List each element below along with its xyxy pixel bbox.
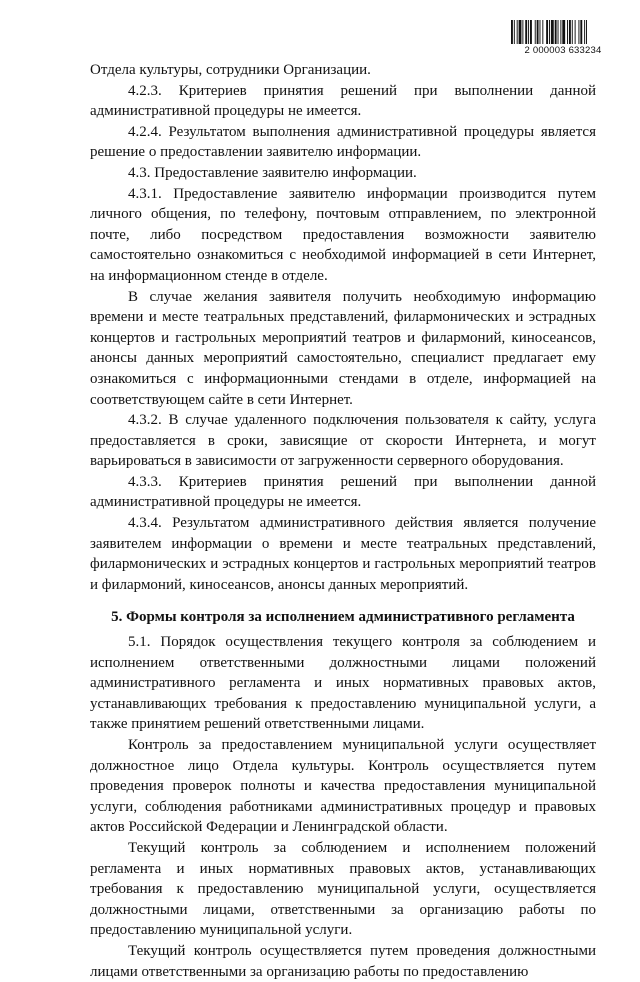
paragraph-5-1: 5.1. Порядок осуществления текущего контроля за соблюдением и исполнением ответственными должностными лицами положений административного регламента и иных нормативных правовых актов, устанавливающих требования к предоставлению муниципальной услуги, а также принятием решений ответственными лицами. [90, 634, 596, 733]
paragraph-4-3-1: 4.3.1. Предоставление заявителю информации производится путем личного общения, по телефону, почтовым отправлением, по электронной почте, либо посредством предоставления возможности заявителю самостоятельно ознакомиться с необходимой информацией в сети Интернет, на информационном стенде в отделе. [90, 185, 596, 284]
paragraph-4-3-2: 4.3.2. В случае удаленного подключения пользователя к сайту, услуга предоставляется в сроки, зависящие от скорости Интернета, и могут варьироваться в зависимости от загруженности серверного оборудования. [90, 412, 596, 470]
paragraph-4-2-3: 4.2.3. Критериев принятия решений при выполнении данной административной процедуры не имеется. [90, 82, 596, 120]
document-body [90, 60, 596, 982]
paragraph-4-3-4: 4.3.4. Результатом административного действия является получение заявителем информации о времени и месте театральных представлений, филармонических и эстрадных концертов и гастрольных мероприятий театров и филармоний, киносеансов, анонсы данных мероприятий. [90, 515, 596, 593]
barcode-number: 2 000003 633234 [524, 45, 602, 56]
barcode-bars [511, 20, 615, 44]
paragraph-continuation: Отдела культуры, сотрудники Организации. [90, 62, 371, 78]
paragraph-4-3-3: 4.3.3. Критериев принятия решений при выполнении данной административной процедуры не имеется. [90, 473, 596, 511]
paragraph-4-3-1-cont: В случае желания заявителя получить необходимую информацию времени и месте театральных представлений, филармонических и эстрадных концертов и гастрольных мероприятий театров и филармоний, киносеансов, анонсы данных мероприятий самостоятельно, специалист предлагает ему ознакомиться с информационными стендами в отделе, информацией на соответствующем сайте в сети Интернет. [90, 288, 596, 408]
paragraph-5-1-control: Контроль за предоставлением муниципальной услуги осуществляет должностное лицо Отдела культуры. Контроль осуществляется путем проведения проверок полноты и качества предоставления муниципальной услуги, соблюдения работниками административных процедур и правовых актов Российской Федерации и Ленинградской области. [90, 737, 596, 836]
paragraph-5-1-current-control-2: Текущий контроль осуществляется путем проведения должностными лицами ответственными за организацию работы по предоставлению [90, 942, 596, 980]
section-5-heading: 5. Формы контроля за исполнением административного регламента [111, 609, 575, 626]
paragraph-4-2-4: 4.2.4. Результатом выполнения административной процедуры является решение о предоставлении заявителю информации. [90, 123, 596, 161]
barcode [511, 20, 615, 58]
paragraph-5-1-current-control: Текущий контроль за соблюдением и исполнением положений регламента и иных нормативных правовых актов, устанавливающих требования к предоставлению муниципальной услуги, осуществляется должностными лицами, ответственными за организацию работы по предоставлению муниципальной услуги. [90, 839, 596, 939]
paragraph-4-3: 4.3. Предоставление заявителю информации. [128, 164, 417, 181]
